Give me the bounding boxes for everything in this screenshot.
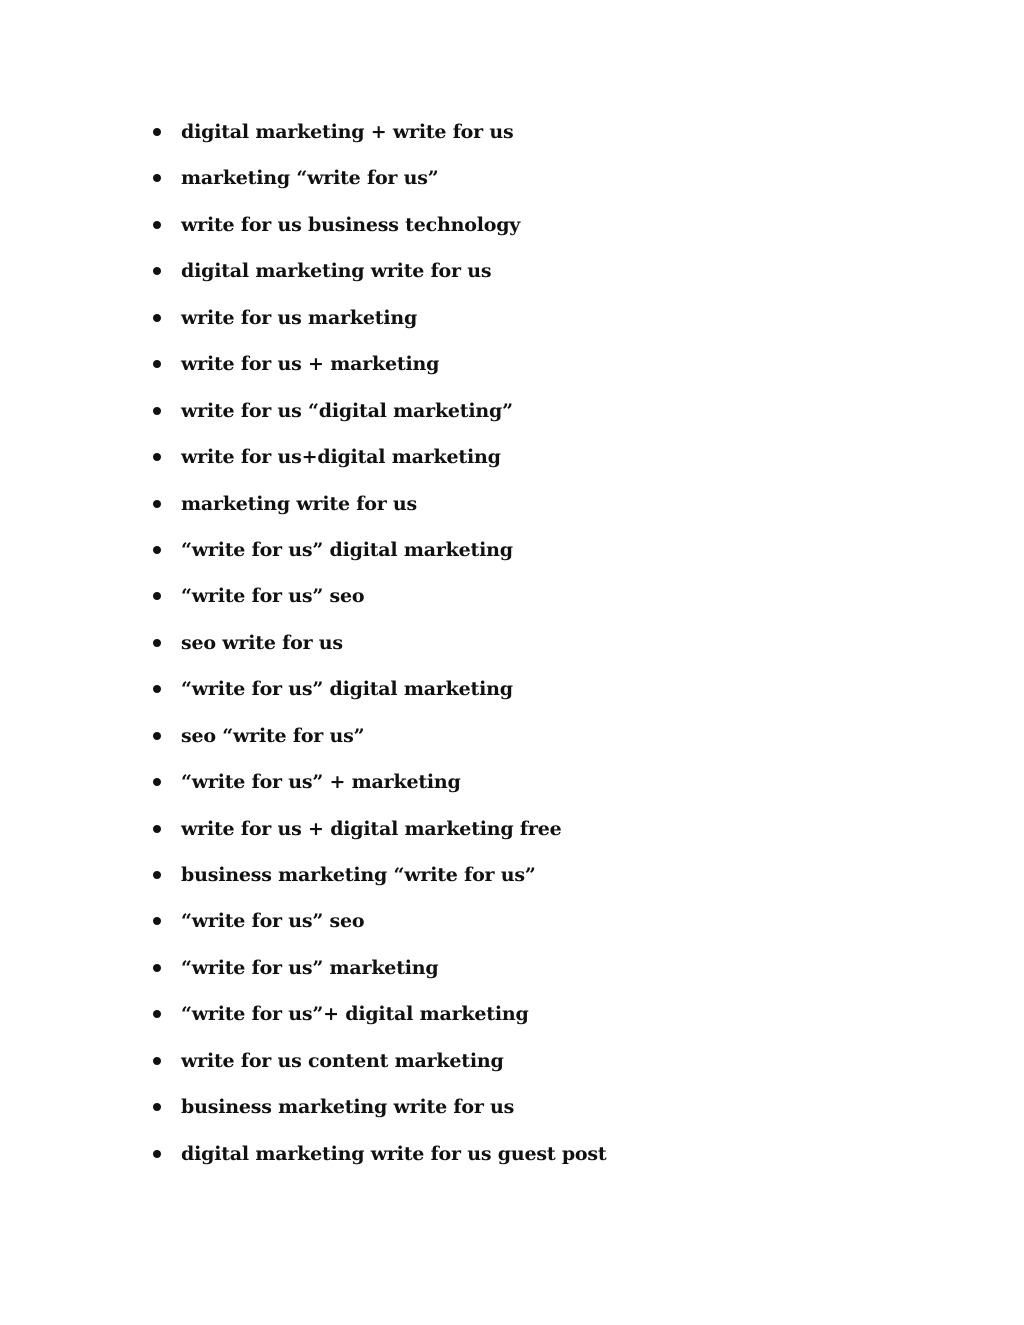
list-item-text: write for us marketing: [181, 306, 418, 329]
bullet-icon: [153, 128, 161, 136]
list-item: [150, 396, 606, 442]
list-item: [150, 767, 606, 813]
list-item-text: write for us+digital marketing: [181, 446, 501, 469]
list-item-text: seo “write for us”: [181, 724, 365, 747]
bullet-icon: [153, 964, 161, 972]
list-item: [150, 1092, 606, 1138]
list-item-text: “write for us”+ digital marketing: [181, 1003, 529, 1026]
list-item-text: “write for us” digital marketing: [181, 678, 513, 701]
list-item-text: write for us + digital marketing free: [181, 817, 562, 840]
bullet-icon: [153, 221, 161, 229]
list-item-text: digital marketing write for us: [181, 260, 492, 283]
list-item: [150, 117, 606, 163]
bullet-icon: [153, 314, 161, 322]
bullet-icon: [153, 685, 161, 693]
list-item-text: marketing write for us: [181, 492, 418, 515]
bullet-icon: [153, 871, 161, 879]
list-item: [150, 674, 606, 720]
list-item-text: business marketing “write for us”: [181, 864, 536, 886]
bullet-icon: [153, 1057, 161, 1065]
list-item: [150, 581, 606, 627]
bullet-icon: [153, 407, 161, 415]
bullet-icon: [153, 778, 161, 786]
list-item: [150, 628, 606, 674]
list-item: [150, 1139, 606, 1185]
list-item: [150, 535, 606, 581]
bullet-icon: [153, 639, 161, 647]
list-item: [150, 953, 606, 999]
keyword-bullet-list: [150, 117, 606, 1185]
bullet-icon: [153, 174, 161, 182]
bullet-icon: [153, 592, 161, 600]
list-item-text: digital marketing write for us guest post: [181, 1142, 607, 1165]
list-item-text: seo write for us: [181, 631, 343, 654]
list-item-text: “write for us” + marketing: [181, 771, 461, 794]
list-item: [150, 210, 606, 256]
list-item-text: digital marketing + write for us: [181, 121, 514, 143]
list-item: [150, 442, 606, 488]
list-item-text: write for us “digital marketing”: [181, 399, 513, 422]
bullet-icon: [153, 825, 161, 833]
bullet-icon: [153, 732, 161, 740]
list-item: [150, 999, 606, 1045]
bullet-icon: [153, 1103, 161, 1111]
list-item-text: “write for us” seo: [181, 585, 365, 608]
bullet-icon: [153, 267, 161, 275]
list-item-text: “write for us” marketing: [181, 956, 439, 979]
list-item: [150, 303, 606, 349]
list-item: [150, 349, 606, 395]
list-item-text: write for us business technology: [181, 213, 521, 236]
list-item: [150, 814, 606, 860]
bullet-icon: [153, 546, 161, 554]
list-item: [150, 489, 606, 535]
list-item-text: “write for us” digital marketing: [181, 538, 513, 561]
list-item: [150, 256, 606, 302]
bullet-icon: [153, 453, 161, 461]
list-item: [150, 1046, 606, 1092]
bullet-icon: [153, 917, 161, 925]
list-item: [150, 906, 606, 952]
list-item: [150, 860, 606, 906]
bullet-icon: [153, 360, 161, 368]
bullet-icon: [153, 500, 161, 508]
list-item-text: write for us content marketing: [181, 1049, 504, 1072]
list-item: [150, 163, 606, 209]
list-item-text: “write for us” seo: [181, 910, 365, 933]
list-item-text: business marketing write for us: [181, 1096, 515, 1119]
bullet-icon: [153, 1010, 161, 1018]
list-item-text: write for us + marketing: [181, 353, 440, 376]
bullet-icon: [153, 1150, 161, 1158]
list-item: [150, 721, 606, 767]
list-item-text: marketing “write for us”: [181, 167, 439, 190]
